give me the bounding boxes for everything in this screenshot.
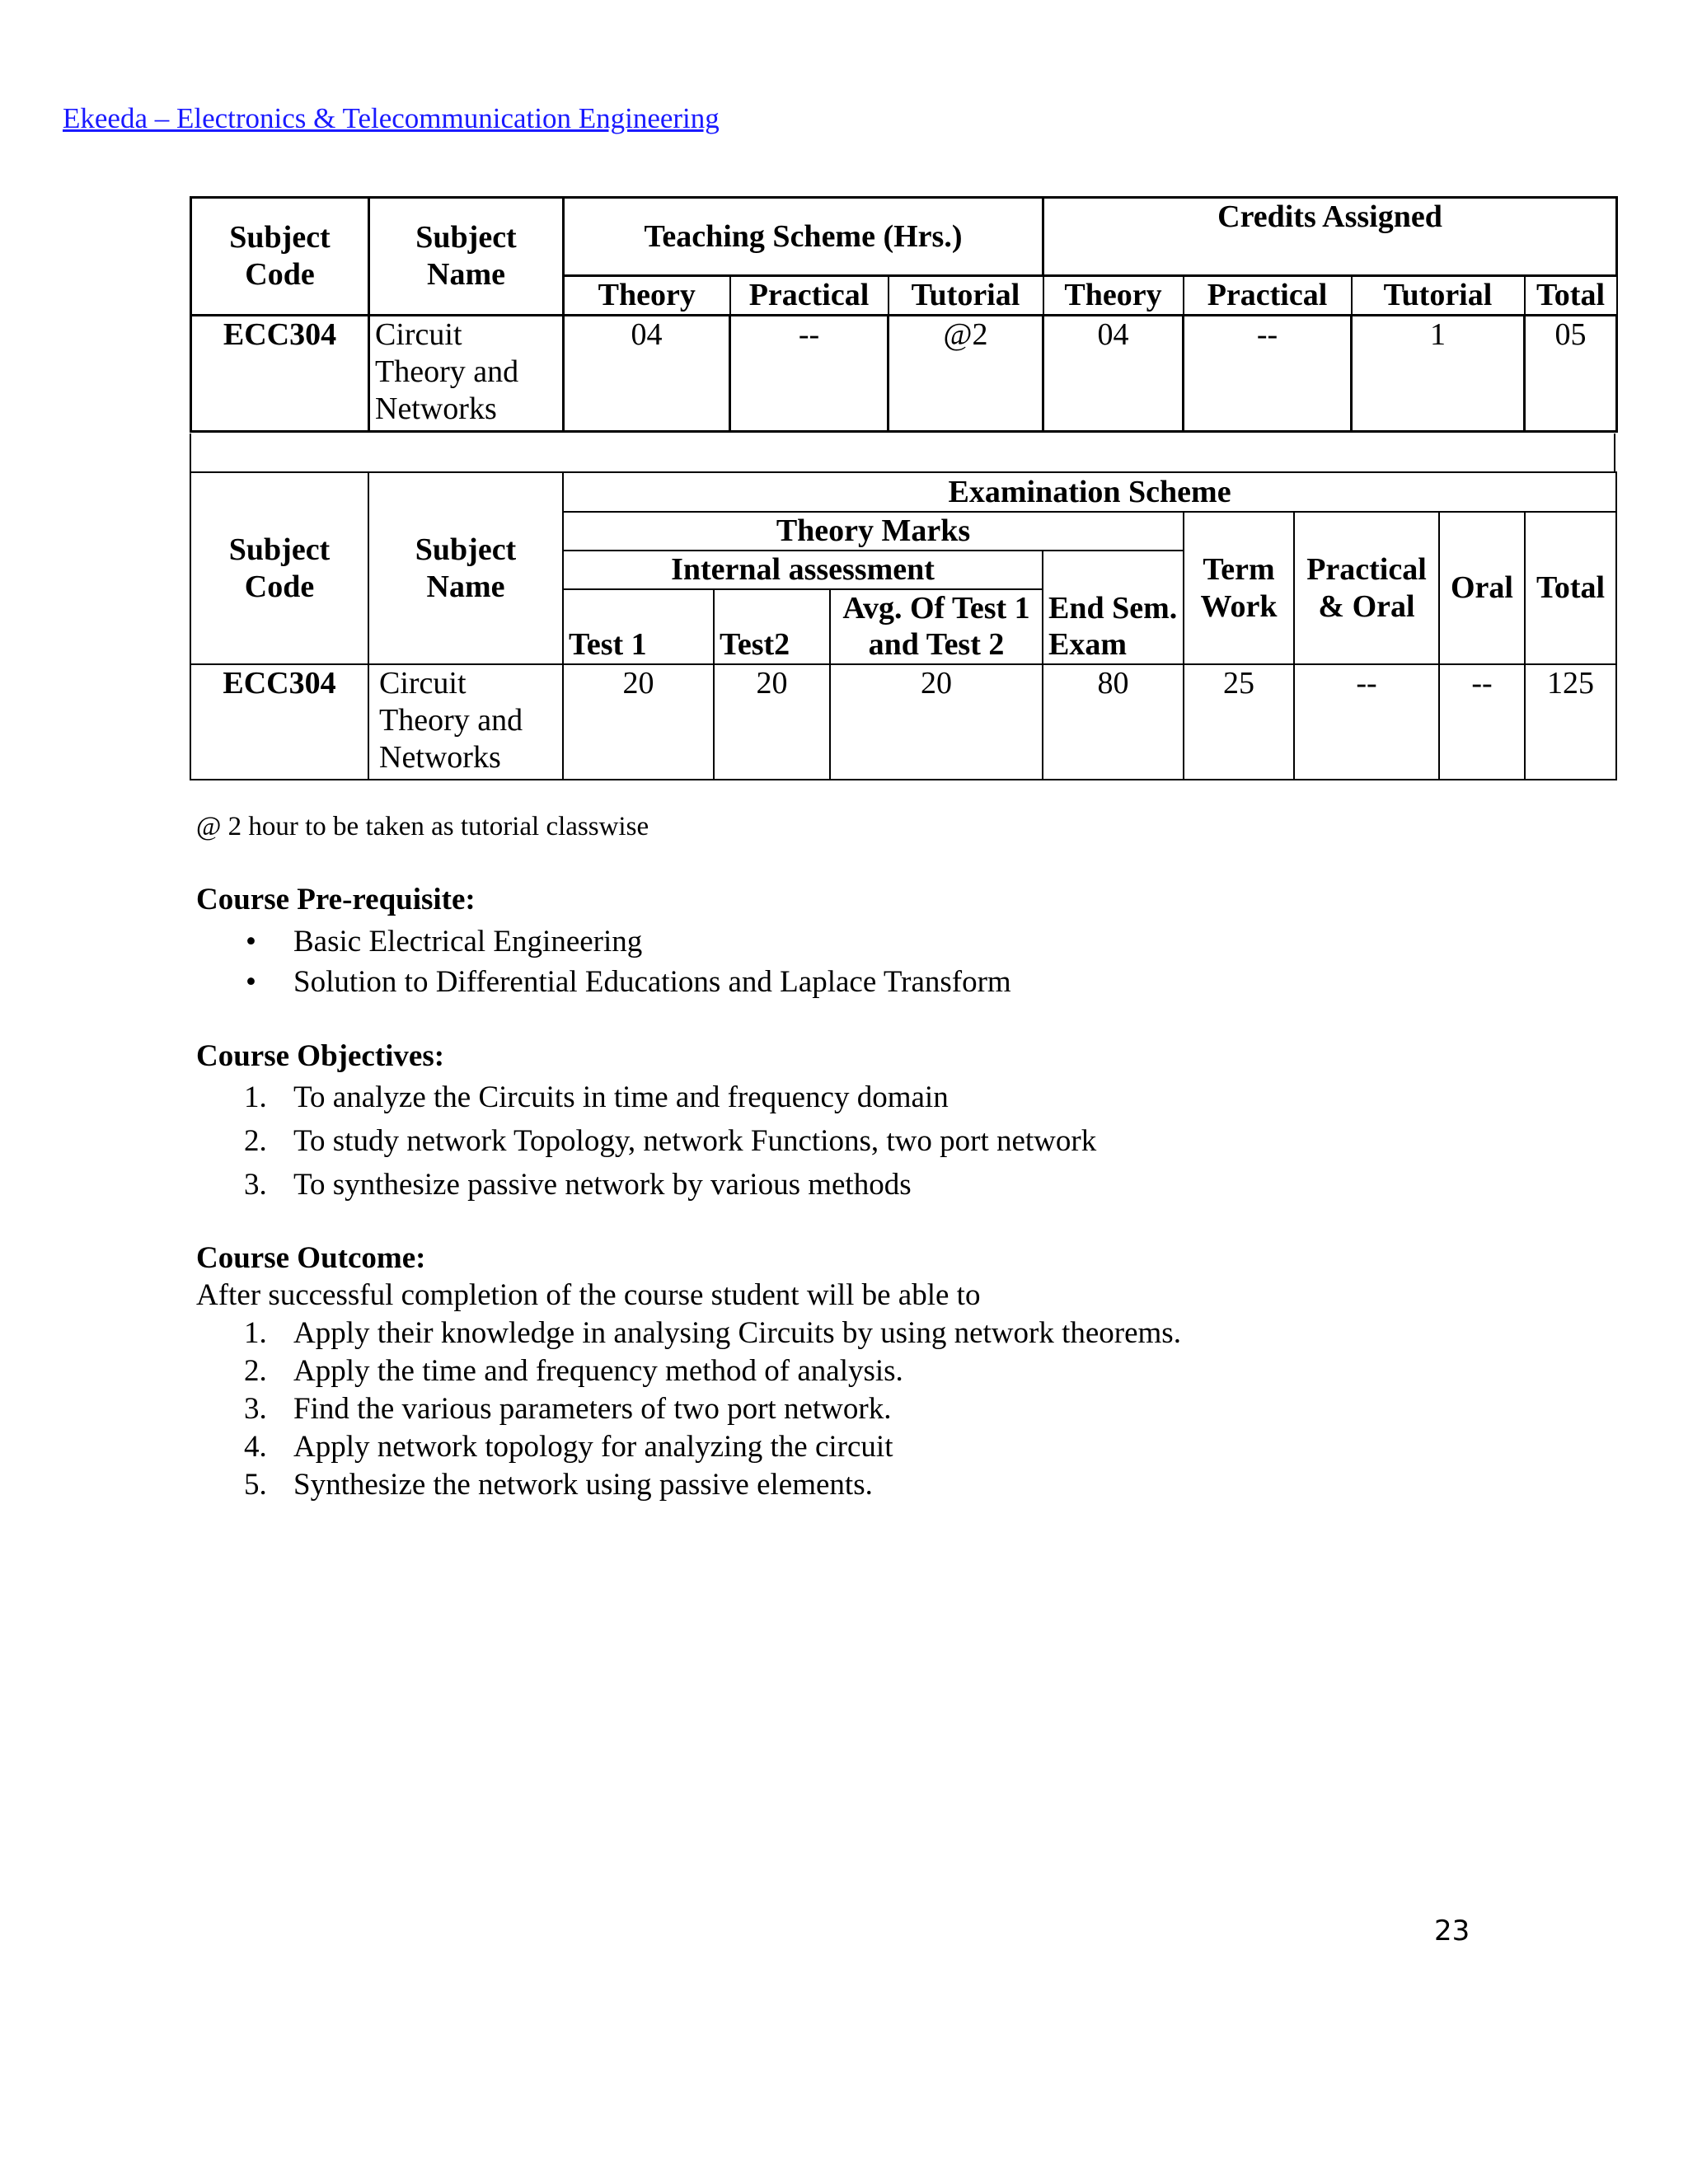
subject-code-cell: ECC304 <box>190 664 368 780</box>
cr-practical-cell: -- <box>1184 316 1352 432</box>
header-test2: Test2 <box>714 589 830 665</box>
practical-oral-cell: -- <box>1294 664 1439 780</box>
subject-name-cell: Circuit Theory and Networks <box>369 316 564 432</box>
test1-cell: 20 <box>563 664 714 780</box>
subject-name-cell: Circuit Theory and Networks <box>368 664 563 780</box>
list-item: 4. Apply network topology for analyzing the circuit <box>244 1430 893 1464</box>
prerequisite-title: Course Pre-requisite: <box>196 883 476 916</box>
header-subject-code: Subject Code <box>191 198 369 316</box>
list-item: 3. Find the various parameters of two port network. <box>244 1392 892 1426</box>
ts-tutorial-cell: @2 <box>889 316 1043 432</box>
bullet-icon: • <box>246 965 256 999</box>
end-sem-cell: 80 <box>1043 664 1184 780</box>
subject-code-cell: ECC304 <box>191 316 369 432</box>
outcome-list <box>196 1315 1181 1504</box>
header-cr-practical: Practical <box>1184 276 1352 316</box>
oral-cell: -- <box>1439 664 1525 780</box>
tutorial-note: @ 2 hour to be taken as tutorial classwise <box>196 812 649 841</box>
header-subject-name: Subject Name <box>369 198 564 316</box>
list-item: • Basic Electrical Engineering <box>196 921 1011 962</box>
list-item: 1. Apply their knowledge in analysing Circuits by using network theorems. <box>244 1316 1181 1350</box>
header-credits-assigned: Credits Assigned <box>1043 198 1617 276</box>
header-link[interactable]: Ekeeda – Electronics & Telecommunication Engineering <box>63 102 720 134</box>
header-ts-tutorial: Tutorial <box>889 276 1043 316</box>
prerequisite-list <box>196 921 1011 1002</box>
cr-total-cell: 05 <box>1525 316 1617 432</box>
header-ts-theory: Theory <box>564 276 730 316</box>
header-teaching-scheme: Teaching Scheme (Hrs.) <box>564 198 1043 276</box>
examination-scheme-table <box>190 471 1617 780</box>
teaching-scheme-table <box>190 196 1618 433</box>
header-test1: Test 1 <box>563 589 714 665</box>
objectives-list <box>196 1076 1096 1207</box>
bullet-icon: • <box>246 925 256 958</box>
avg-cell: 20 <box>830 664 1043 780</box>
header-cr-tutorial: Tutorial <box>1352 276 1525 316</box>
header-cr-total: Total <box>1525 276 1617 316</box>
header-avg-test: Avg. Of Test 1 and Test 2 <box>830 589 1043 665</box>
header-oral: Oral <box>1439 512 1525 664</box>
outcome-title: Course Outcome: <box>196 1241 426 1275</box>
outcome-intro: After successful completion of the course student will be able to <box>196 1278 981 1312</box>
header-subject-name: Subject Name <box>368 472 563 664</box>
list-item: 2. To study network Topology, network Functions, two port network <box>244 1124 1097 1158</box>
table-row <box>191 316 1617 432</box>
table-separator <box>190 434 1615 471</box>
list-item: 1. To analyze the Circuits in time and frequency domain <box>244 1080 949 1114</box>
objectives-title: Course Objectives: <box>196 1039 445 1073</box>
term-work-cell: 25 <box>1184 664 1294 780</box>
cr-tutorial-cell: 1 <box>1352 316 1525 432</box>
header-theory-marks: Theory Marks <box>563 512 1184 551</box>
table-row <box>190 664 1616 780</box>
list-item: • Solution to Differential Educations and Laplace Transform <box>196 962 1011 1002</box>
header-practical-oral: Practical & Oral <box>1294 512 1439 664</box>
ts-theory-cell: 04 <box>564 316 730 432</box>
total-cell: 125 <box>1525 664 1616 780</box>
header-examination-scheme: Examination Scheme <box>563 472 1616 512</box>
header-cr-theory: Theory <box>1043 276 1184 316</box>
test2-cell: 20 <box>714 664 830 780</box>
ts-practical-cell: -- <box>730 316 889 432</box>
list-item: 5. Synthesize the network using passive elements. <box>244 1468 873 1502</box>
header-total: Total <box>1525 512 1616 664</box>
list-item: 3. To synthesize passive network by various methods <box>244 1168 912 1202</box>
header-ts-practical: Practical <box>730 276 889 316</box>
page-number: 23 <box>1434 1915 1470 1947</box>
header-subject-code: Subject Code <box>190 472 368 664</box>
header-term-work: Term Work <box>1184 512 1294 664</box>
list-item: 2. Apply the time and frequency method of analysis. <box>244 1354 903 1388</box>
header-internal-assessment: Internal assessment <box>563 551 1043 589</box>
cr-theory-cell: 04 <box>1043 316 1184 432</box>
header-end-sem-exam: End Sem. Exam <box>1043 551 1184 664</box>
